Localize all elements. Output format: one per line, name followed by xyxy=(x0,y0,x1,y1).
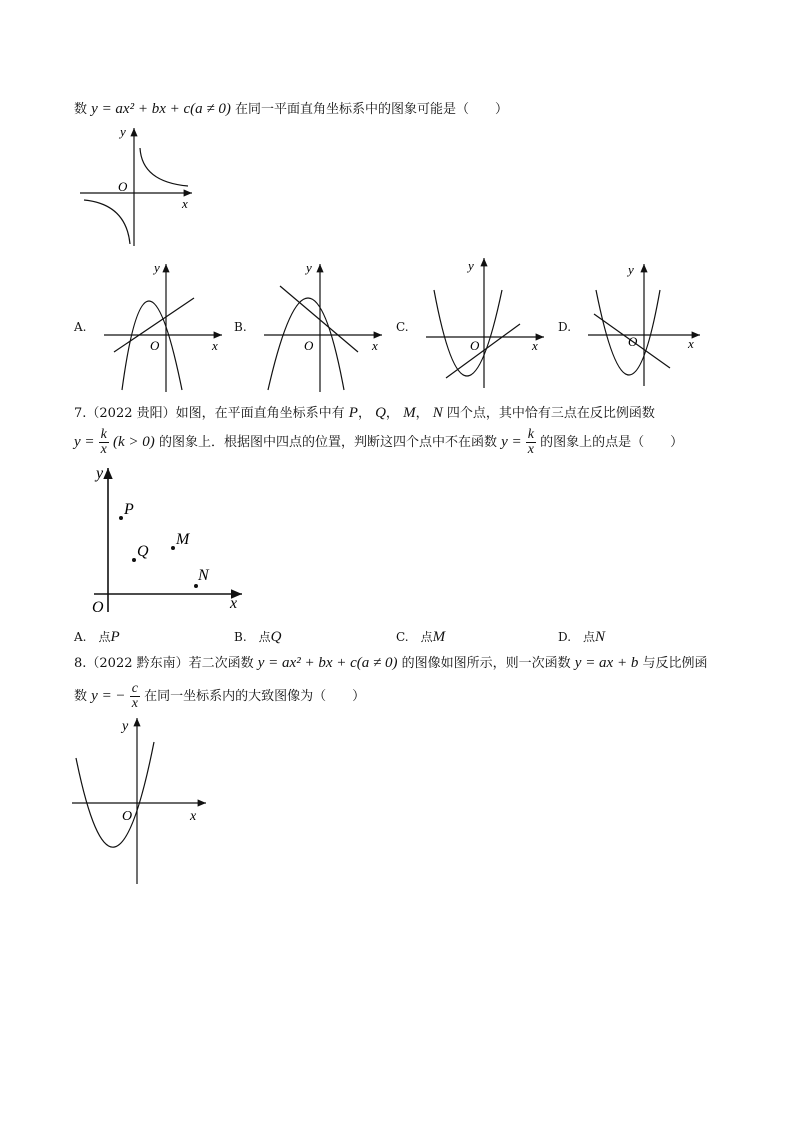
svg-text:y: y xyxy=(122,719,129,734)
q6-stem xyxy=(74,98,508,118)
q6-option-a-letter: A. xyxy=(74,320,87,334)
q7-option-b: B. 点Q xyxy=(234,629,282,645)
q6-prefix: 数 xyxy=(74,102,88,117)
q8-parabola-graph xyxy=(66,712,216,892)
svg-text:x: x xyxy=(688,336,694,351)
svg-text:O: O xyxy=(92,599,104,616)
svg-text:x: x xyxy=(372,338,378,353)
q6-option-b-letter: B. xyxy=(234,320,247,334)
svg-text:x: x xyxy=(190,809,197,824)
q8-line1: 8.（2022 黔东南）若二次函数 y = ax² + bx + c(a ≠ 0) 的图像如图所示，则一次函数 y = ax + b 与反比例函 xyxy=(74,655,708,671)
svg-text:y: y xyxy=(628,262,634,277)
svg-text:N: N xyxy=(198,567,209,584)
parabola xyxy=(76,742,154,847)
svg-text:O: O xyxy=(122,809,133,824)
svg-text:y: y xyxy=(96,465,104,482)
q7-option-a: A. 点P xyxy=(74,629,120,645)
point-m xyxy=(171,546,175,550)
svg-text:y: y xyxy=(306,260,312,275)
q7-option-d: D. 点N xyxy=(558,629,606,645)
svg-text:O: O xyxy=(628,334,638,349)
svg-text:O: O xyxy=(150,338,160,353)
q7-option-c: C. 点M xyxy=(396,629,446,645)
q7-line1: 7.（2022 贵阳）如图，在平面直角坐标系中有 P， Q， M， N 四个点，其中恰有三点在反比例函数 xyxy=(74,405,655,421)
svg-text:x: x xyxy=(212,338,218,353)
q6-option-c-graph xyxy=(420,254,550,389)
svg-text:P: P xyxy=(124,501,134,518)
q6-reference-graph xyxy=(70,120,200,250)
hyperbola-branch-2 xyxy=(84,200,130,244)
y-label: y xyxy=(120,124,126,139)
q7-point-graph xyxy=(86,462,246,622)
q6-option-c-letter: C. xyxy=(396,320,409,334)
origin-label: O xyxy=(118,179,128,194)
q6-option-d-graph xyxy=(582,258,712,388)
hyperbola-branch-1 xyxy=(140,148,188,186)
svg-text:y: y xyxy=(468,258,474,273)
svg-text:x: x xyxy=(230,595,238,612)
q6-option-b-graph xyxy=(258,258,388,393)
q8-line2: 数 y = − $\frac{c}{x}$ 在同一坐标系内的大致图像为（ ） xyxy=(74,681,366,711)
q7-line2: y = $\frac{k}{x}$ (k > 0) 的图象上．根据图中四点的位置，判断这四个点中不在函数 y = $\frac{k}{x}$ 的图象上的点是（ ） xyxy=(74,427,684,457)
svg-text:Q: Q xyxy=(137,543,149,560)
q6-suffix: 在同一平面直角坐标系中的图象可能是（ ） xyxy=(235,102,509,117)
q6-option-d-letter: D. xyxy=(558,320,572,334)
svg-text:O: O xyxy=(470,338,480,353)
k-over-x-fraction: $\frac{k}{x}$ xyxy=(100,427,107,457)
svg-text:y: y xyxy=(154,260,160,275)
point-p xyxy=(119,516,123,520)
svg-text:x: x xyxy=(532,338,538,353)
x-label: x xyxy=(182,196,188,211)
point-n xyxy=(194,584,198,588)
q6-option-a-graph xyxy=(98,258,228,393)
point-q xyxy=(132,558,136,562)
svg-text:M: M xyxy=(176,531,190,548)
q6-formula: y = ax² + bx + c(a ≠ 0) xyxy=(91,101,231,117)
svg-text:O: O xyxy=(304,338,314,353)
